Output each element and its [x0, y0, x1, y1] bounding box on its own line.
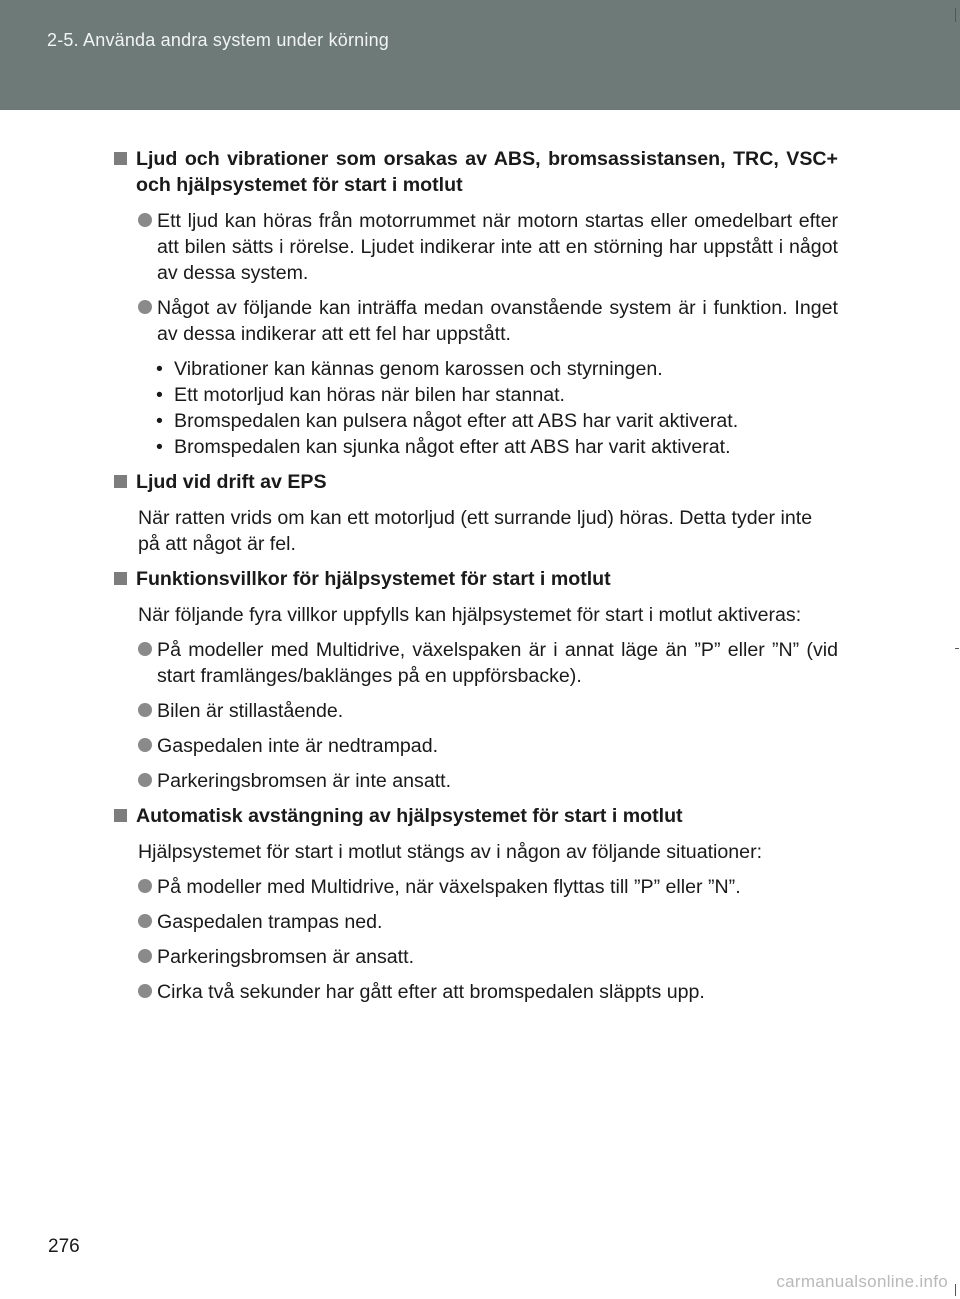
section-title: 2-5. Använda andra system under körning	[47, 30, 390, 50]
sub-list	[114, 356, 838, 460]
circle-bullet-icon	[138, 300, 152, 314]
section-heading: Automatisk avstängning av hjälpsystemet för start i motlut	[114, 803, 838, 829]
square-bullet-icon	[114, 809, 127, 822]
circle-bullet-icon	[138, 949, 152, 963]
list-item: På modeller med Multidrive, när växelspaken flyttas till ”P” eller ”N”.	[114, 874, 838, 900]
section-heading: Ljud vid drift av EPS	[114, 469, 838, 495]
circle-bullet-icon	[138, 213, 152, 227]
circle-bullet-icon	[138, 703, 152, 717]
square-bullet-icon	[114, 572, 127, 585]
sub-list-item: • Vibrationer kan kännas genom karossen och styrningen.	[174, 356, 838, 382]
circle-bullet-icon	[138, 642, 152, 656]
sub-list-item: • Bromspedalen kan pulsera något efter att ABS har varit aktiverat.	[174, 408, 838, 434]
sub-list-item: • Ett motorljud kan höras när bilen har stannat.	[174, 382, 838, 408]
list-item: På modeller med Multidrive, växelspaken är i annat läge än ”P” eller ”N” (vid start framlänges/baklänges på en uppförsbacke).	[114, 637, 838, 689]
section-heading: Funktionsvillkor för hjälpsystemet för start i motlut	[114, 566, 838, 592]
page-content	[114, 146, 838, 1014]
list-item: Något av följande kan inträffa medan ovanstående system är i funktion. Inget av dessa indikerar att ett fel har uppstått.	[114, 295, 838, 347]
list-item: Parkeringsbromsen är ansatt.	[114, 944, 838, 970]
watermark: carmanualsonline.info	[776, 1272, 948, 1291]
circle-bullet-icon	[138, 773, 152, 787]
paragraph: Hjälpsystemet för start i motlut stängs av i någon av följande situationer:	[138, 841, 763, 863]
circle-bullet-icon	[138, 984, 152, 998]
circle-bullet-icon	[138, 738, 152, 752]
paragraph: När följande fyra villkor uppfylls kan hjälpsystemet för start i motlut aktiveras:	[138, 604, 802, 626]
page-number: 276	[48, 1236, 80, 1257]
list-item: Parkeringsbromsen är inte ansatt.	[114, 768, 838, 794]
list-item: Cirka två sekunder har gått efter att bromspedalen släppts upp.	[114, 979, 838, 1005]
crop-mark-top	[955, 8, 956, 22]
square-bullet-icon	[114, 475, 127, 488]
crop-mark-bottom	[955, 1284, 956, 1296]
paragraph: När ratten vrids om kan ett motorljud (ett surrande ljud) höras. Detta tyder inte på att något är fel.	[138, 507, 813, 555]
list-item: Gaspedalen inte är nedtrampad.	[114, 733, 838, 759]
page-header	[0, 0, 960, 110]
circle-bullet-icon	[138, 879, 152, 893]
circle-bullet-icon	[138, 914, 152, 928]
square-bullet-icon	[114, 152, 127, 165]
list-item: Bilen är stillastående.	[114, 698, 838, 724]
list-item: Ett ljud kan höras från motorrummet när motorn startas eller omedelbart efter att bilen sätts i rörelse. Ljudet indikerar inte att en störning har uppstått i något av dessa system.	[114, 208, 838, 286]
sub-list-item: • Bromspedalen kan sjunka något efter att ABS har varit aktiverat.	[174, 434, 838, 460]
section-heading: Ljud och vibrationer som orsakas av ABS, bromsassistansen, TRC, VSC+ och hjälpsystemet för start i motlut	[114, 146, 838, 198]
crop-mark-middle	[955, 648, 959, 649]
list-item: Gaspedalen trampas ned.	[114, 909, 838, 935]
